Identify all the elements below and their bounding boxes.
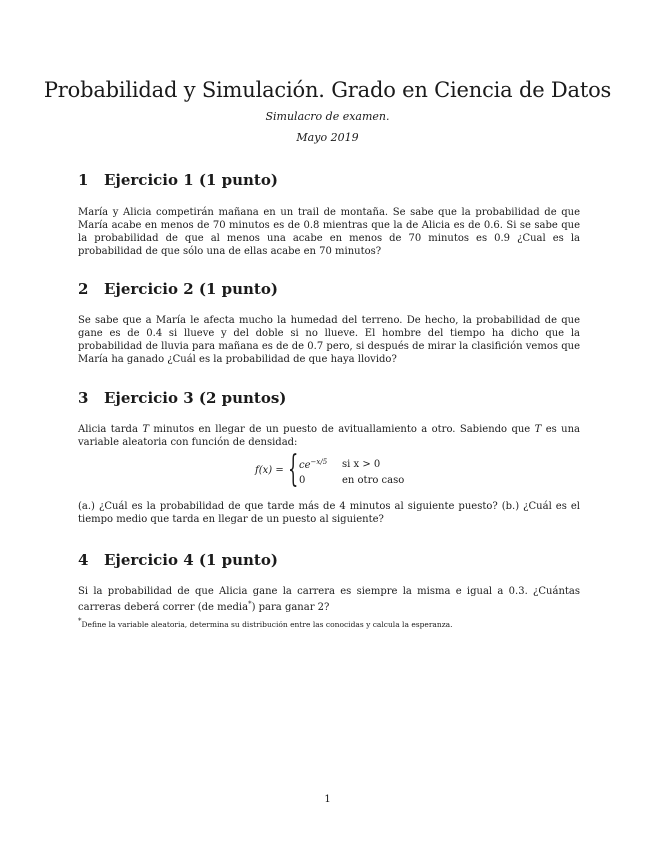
case-1-condition: si x > 0 bbox=[342, 459, 381, 470]
exercise-1-text: María y Alicia competirán mañana en un trail de montaña. Se sabe que la probabilidad de que María acabe en menos de 70 minutos es de 0.8 mientras que la de Alicia es de 0.6. Si se sabe que la probabilidad de que al menos una acabe en menos de 70 minutos es 0.9 ¿Cual es la probabilidad de que sólo una de ellas acabe en 70 minutos? bbox=[78, 207, 580, 258]
exercise-4-text bbox=[78, 585, 580, 614]
section-title: Ejercicio 1 (1 punto) bbox=[104, 171, 278, 189]
case-2-expression: 0 bbox=[299, 475, 306, 486]
document-date: Mayo 2019 bbox=[296, 131, 359, 144]
case-1-expression: ce bbox=[299, 460, 311, 471]
footnote-mark: * bbox=[248, 600, 252, 609]
section-title: Ejercicio 2 (1 punto) bbox=[104, 280, 278, 298]
section-number: 3 bbox=[78, 389, 89, 407]
variable-t: T bbox=[142, 424, 149, 435]
section-title: Ejercicio 4 (1 punto) bbox=[104, 551, 278, 569]
section-3-heading bbox=[78, 389, 286, 407]
left-brace-icon: { bbox=[288, 449, 299, 490]
text-run: es una variable aleatoria con función de densidad: bbox=[78, 424, 580, 449]
footnote-mark: * bbox=[78, 617, 82, 625]
formula-case-1 bbox=[299, 458, 327, 471]
density-formula bbox=[255, 449, 455, 491]
variable-t: T bbox=[534, 424, 542, 435]
section-number: 2 bbox=[78, 280, 89, 298]
section-2-heading bbox=[78, 280, 278, 298]
text-run: Alicia tarda bbox=[78, 424, 143, 435]
document-title: Probabilidad y Simulación. Grado en Ciencia de Datos bbox=[43, 78, 612, 102]
document-subtitle: Simulacro de examen. bbox=[265, 110, 390, 123]
section-4-heading bbox=[78, 551, 278, 569]
exercise-3-text bbox=[78, 423, 580, 449]
text-run: ) para ganar 2? bbox=[251, 602, 330, 614]
text-run: minutos en llegar de un puesto de avituallamiento a otro. Sabiendo que bbox=[148, 424, 535, 435]
case-1-exponent: −x/5 bbox=[310, 458, 328, 466]
exercise-2-text: Se sabe que a María le afecta mucho la humedad del terreno. De hecho, la probabilidad de que gane es de 0.4 si llueve y del doble si no llueve. El hombre del tiempo ha dicho que la probabilidad de lluvia para mañana es de de 0.7 pero, si después de mirar la clasifición vemos que María ha ganado ¿Cuál es la probabilidad de que haya llovido? bbox=[78, 315, 580, 366]
footnote-text: Define la variable aleatoria, determina su distribución entre las conocidas y calcula la esperanza. bbox=[81, 620, 453, 629]
text-run: Si la probabilidad de que Alicia gane la carrera es siempre la misma e igual a 0.3. ¿Cuántas carreras deberá correr (de media bbox=[78, 586, 580, 614]
footnote bbox=[78, 617, 580, 629]
formula-lhs: f(x) = bbox=[255, 465, 284, 476]
section-number: 1 bbox=[78, 171, 89, 189]
case-2-condition: en otro caso bbox=[342, 475, 405, 486]
section-number: 4 bbox=[78, 551, 89, 569]
section-1-heading bbox=[78, 171, 278, 189]
page-number: 1 bbox=[324, 794, 331, 805]
section-title: Ejercicio 3 (2 puntos) bbox=[104, 389, 287, 407]
exercise-3-questions: (a.) ¿Cuál es la probabilidad de que tarde más de 4 minutos al siguiente puesto? (b.) ¿Cuál es el tiempo medio que tarda en llegar de un puesto al siguiente? bbox=[78, 501, 580, 526]
